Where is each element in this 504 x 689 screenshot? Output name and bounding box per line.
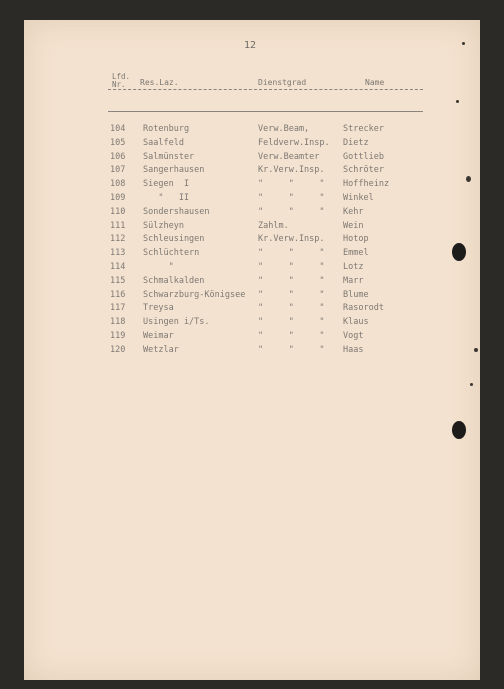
row-lazarett: Rotenburg xyxy=(143,124,190,134)
row-dienstgrad: Verw.Beam, xyxy=(258,124,310,134)
speck xyxy=(462,42,465,45)
row-dienstgrad: " " " xyxy=(258,317,325,328)
row-lazarett: Weimar xyxy=(143,331,174,341)
row-dienstgrad: " " " xyxy=(258,303,325,314)
row-number: 105 xyxy=(110,137,126,148)
row-name: Marr xyxy=(343,275,364,286)
row-dienstgrad: " " " xyxy=(258,206,325,217)
punch-hole-bottom xyxy=(452,421,466,439)
row-number: 117 xyxy=(110,303,126,314)
row-dienstgrad: Zahlm. xyxy=(258,220,289,231)
row-lazarett: Salmünster xyxy=(143,151,195,162)
row-lazarett: Saalfeld xyxy=(143,137,184,148)
row-lazarett: Usingen i/Ts. xyxy=(143,317,210,328)
row-number: 118 xyxy=(110,317,126,328)
row-name: Vogt xyxy=(343,331,364,341)
row-name: Hoffheinz xyxy=(343,179,390,190)
row-name: Emmel xyxy=(343,248,369,259)
speck xyxy=(456,100,459,103)
row-name: Schröter xyxy=(343,165,384,176)
row-number: 114 xyxy=(110,262,126,272)
row-dienstgrad: " " " xyxy=(258,331,325,341)
row-dienstgrad: " " " xyxy=(258,275,325,286)
header-lfd: Lfd. xyxy=(112,72,131,81)
header-lfd-nr xyxy=(112,73,130,89)
row-number: 116 xyxy=(110,289,126,300)
row-name: Blume xyxy=(343,289,369,300)
row-number: 111 xyxy=(110,220,126,231)
header-nr: Nr. xyxy=(112,80,126,89)
row-number: 106 xyxy=(110,151,126,162)
header-dienstgrad: Dienstgrad xyxy=(258,78,307,87)
row-number: 115 xyxy=(110,275,126,286)
row-name: Lotz xyxy=(343,262,364,272)
row-lazarett: Schmalkalden xyxy=(143,275,205,286)
row-name: Kehr xyxy=(343,206,364,217)
row-name: Klaus xyxy=(343,317,369,328)
row-number: 119 xyxy=(110,331,126,341)
header-rule-top xyxy=(108,89,423,90)
row-number: 109 xyxy=(110,193,126,203)
row-dienstgrad: Kr.Verw.Insp. xyxy=(258,234,325,245)
row-name: Hotop xyxy=(343,234,369,245)
header-res-laz: Res.Laz. xyxy=(140,78,179,87)
row-dienstgrad: " " " xyxy=(258,262,325,272)
row-lazarett: Treysa xyxy=(143,303,174,314)
row-dienstgrad: Feldverw.Insp. xyxy=(258,137,330,148)
row-lazarett: Sondershausen xyxy=(143,206,210,217)
row-number: 113 xyxy=(110,248,126,259)
row-lazarett: Schwarzburg-Königsee xyxy=(143,289,246,300)
row-number: 120 xyxy=(110,344,126,355)
row-name: Rasorodt xyxy=(343,303,384,314)
row-lazarett: Schleusingen xyxy=(143,234,205,245)
row-name: Dietz xyxy=(343,137,369,148)
row-lazarett: Sangerhausen xyxy=(143,165,205,176)
row-number: 107 xyxy=(110,165,126,176)
row-lazarett: Sülzheyn xyxy=(143,220,184,231)
row-dienstgrad: " " " xyxy=(258,248,325,259)
row-dienstgrad: " " " xyxy=(258,179,325,190)
row-lazarett: Schlüchtern xyxy=(143,248,200,259)
page-number: 12 xyxy=(244,40,257,51)
row-number: 112 xyxy=(110,234,126,245)
row-dienstgrad: Kr.Verw.Insp. xyxy=(258,165,325,176)
header-name: Name xyxy=(365,78,385,87)
speck xyxy=(466,176,471,182)
speck xyxy=(474,348,478,352)
row-lazarett: Siegen I xyxy=(143,179,190,190)
row-name: Winkel xyxy=(343,193,374,203)
row-dienstgrad: " " " xyxy=(258,193,325,203)
row-name: Haas xyxy=(343,344,364,355)
row-number: 108 xyxy=(110,179,126,190)
row-number: 110 xyxy=(110,206,126,217)
row-name: Wein xyxy=(343,220,364,231)
row-lazarett: " xyxy=(143,262,174,272)
row-dienstgrad: " " " xyxy=(258,289,325,300)
punch-hole-top xyxy=(452,243,466,261)
row-dienstgrad: " " " xyxy=(258,344,325,355)
row-name: Gottlieb xyxy=(343,151,384,162)
row-lazarett: Wetzlar xyxy=(143,344,179,355)
header-rule-bottom xyxy=(108,111,423,112)
row-lazarett: " II xyxy=(143,193,190,203)
row-name: Strecker xyxy=(343,124,384,134)
document-page xyxy=(24,20,480,680)
row-number: 104 xyxy=(110,124,126,134)
row-dienstgrad: Verw.Beamter xyxy=(258,151,320,162)
speck xyxy=(470,383,473,386)
